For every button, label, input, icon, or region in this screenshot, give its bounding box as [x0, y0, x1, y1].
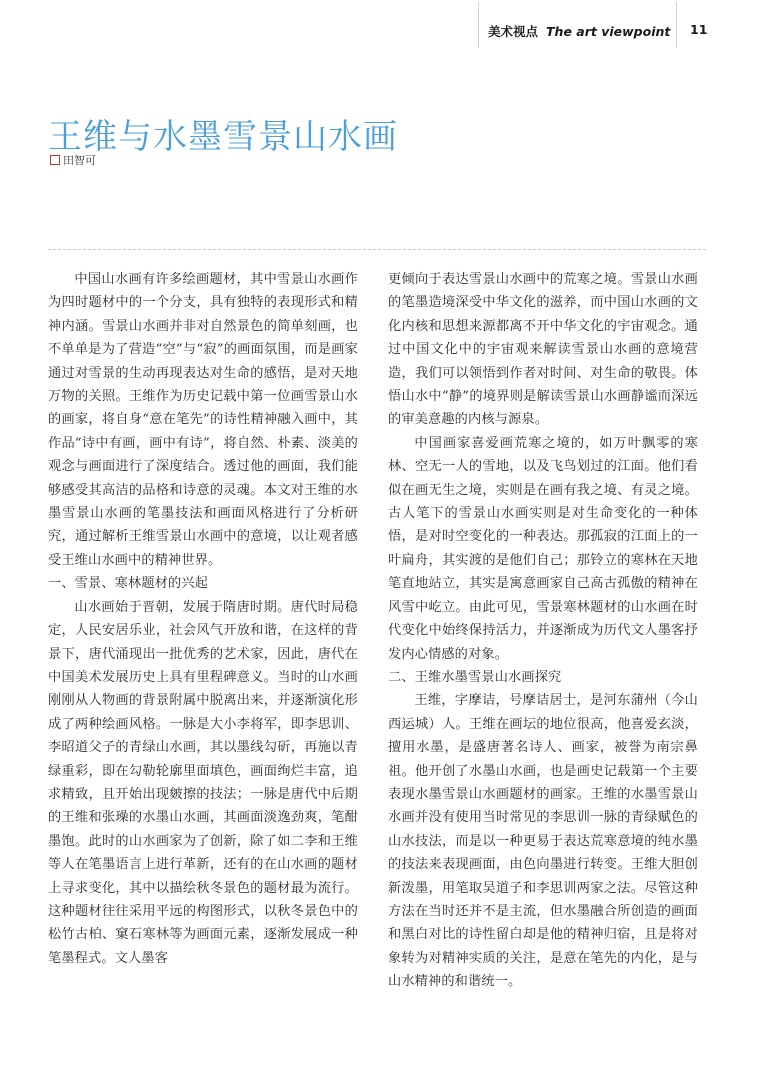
author-bullet-icon — [50, 155, 60, 165]
paragraph: 山水画始于晋朝，发展于隋唐时期。唐代时局稳定，人民安居乐业，社会风气开放和谐，在这样的背景下，唐代涌现出一批优秀的艺术家，因此，唐代在中国美术发展历史上具有里程碑意义。当时的山水画刚刚从人物画的背景附属中脱离出来，并逐渐演化形成了两种绘画风格。一脉是大小李将军，即李思训、李昭道父子的青绿山水画，其以墨线勾斫，再施以青绿重彩，即在勾勒轮廓里面填色，画面绚烂丰富，追求精致，且开始出现皴擦的技法；一脉是唐代中后期的王维和张璪的水墨山水画，其画面淡逸劲爽，笔酣墨饱。此时的山水画家为了创新，除了如二李和王维等人在笔墨语言上进行革新，还有的在山水画的题材上寻求变化，其中以描绘秋冬景色的题材最为流行。这种题材往往采用平远的构图形式，以秋冬景色中的松竹古柏、窠石寒林等为画面元素，逐渐发展成一种笔墨程式。文人墨客 — [48, 599, 358, 966]
right-column — [388, 268, 698, 994]
header-divider-left — [478, 2, 479, 48]
article-title: 王维与水墨雪景山水画 — [48, 116, 398, 157]
left-column — [48, 268, 358, 970]
paragraph: 中国山水画有许多绘画题材，其中雪景山水画作为四时题材中的一个分支，具有独特的表现形式和精神内涵。雪景山水画并非对自然景色的简单刻画，也不单单是为了营造“空”与“寂”的画面氛围，而是画家通过对雪景的生动再现表达对生命的感悟，是对天地万物的关照。王维作为历史记载中第一位画雪景山水的画家，将自身“意在笔先”的诗性精神融入画中，其作品“诗中有画，画中有诗”，将自然、朴素、淡美的观念与画面进行了深度结合。透过他的画面，我们能够感受其高洁的品格和诗意的灵魂。本文对王维的水墨雪景山水画的笔墨技法和画面风格进行了分析研究，通过解析王维雪景山水画中的意境，以让观者感受王维山水画中的精神世界。 — [48, 272, 358, 568]
author-name: 田智可 — [63, 154, 96, 167]
section-heading: 二、王维水墨雪景山水画探究 — [388, 669, 562, 685]
running-header — [488, 22, 670, 40]
paragraph: 王维，字摩诘，号摩诘居士，是河东蒲州（今山西运城）人。王维在画坛的地位很高，他喜爱玄淡，擅用水墨，是盛唐著名诗人、画家，被誉为南宗鼻祖。他开创了水墨山水画，也是画史记载第一个主要表现水墨雪景山水画题材的画家。王维的水墨雪景山水画并没有使用当时常见的李思训一脉的青绿赋色的山水技法，而是以一种更易于表达荒寒意境的纯水墨的技法来表现画面，由色向墨进行转变。王维大胆创新泼墨，用笔取吴道子和李思训两家之法。尽管这种方法在当时还并不是主流，但水墨融合所创造的画面和黑白对比的诗性留白却是他的精神归宿，且是将对象转为对精神实质的关注，是意在笔先的内化，是与山水精神的和谐统一。 — [388, 693, 698, 990]
title-divider — [48, 249, 706, 250]
paragraph: 中国画家喜爱画荒寒之境的，如万叶飘零的寒林、空无一人的雪地，以及飞鸟划过的江面。他们看似在画无生之境，实则是在画有我之境、有灵之境。古人笔下的雪景山水画实则是对生命变化的一种体悟，是对时空变化的一种表达。那孤寂的江面上的一叶扁舟，其实渡的是他们自己；那铃立的寒林在天地笔直地站立，其实是寓意画家自己高古孤傲的精神在风雪中屹立。由此可见，雪景寒林题材的山水画在时代变化中始终保持活力，并逐渐成为历代文人墨客抒发内心情感的对象。 — [388, 435, 698, 662]
section-name-cn: 美术视点 — [488, 24, 539, 39]
section-name-en: The art viewpoint — [546, 24, 671, 39]
section-heading: 一、雪景、寒林题材的兴起 — [48, 576, 209, 592]
page-number: 11 — [690, 22, 708, 37]
header-divider-right — [676, 2, 677, 48]
paragraph-continued: 更倾向于表达雪景山水画中的荒寒之境。雪景山水画的笔墨造境深受中华文化的滋养，而中国山水画的文化内核和思想来源都离不开中华文化的宇宙观念。通过中国文化中的宇宙观来解读雪景山水画的意境营造，我们可以领悟到作者对时间、对生命的敬畏。体悟山水中“静”的境界则是解读雪景山水画静谧而深远的审美意趣的内核与源泉。 — [388, 272, 698, 428]
author-line — [50, 152, 96, 168]
